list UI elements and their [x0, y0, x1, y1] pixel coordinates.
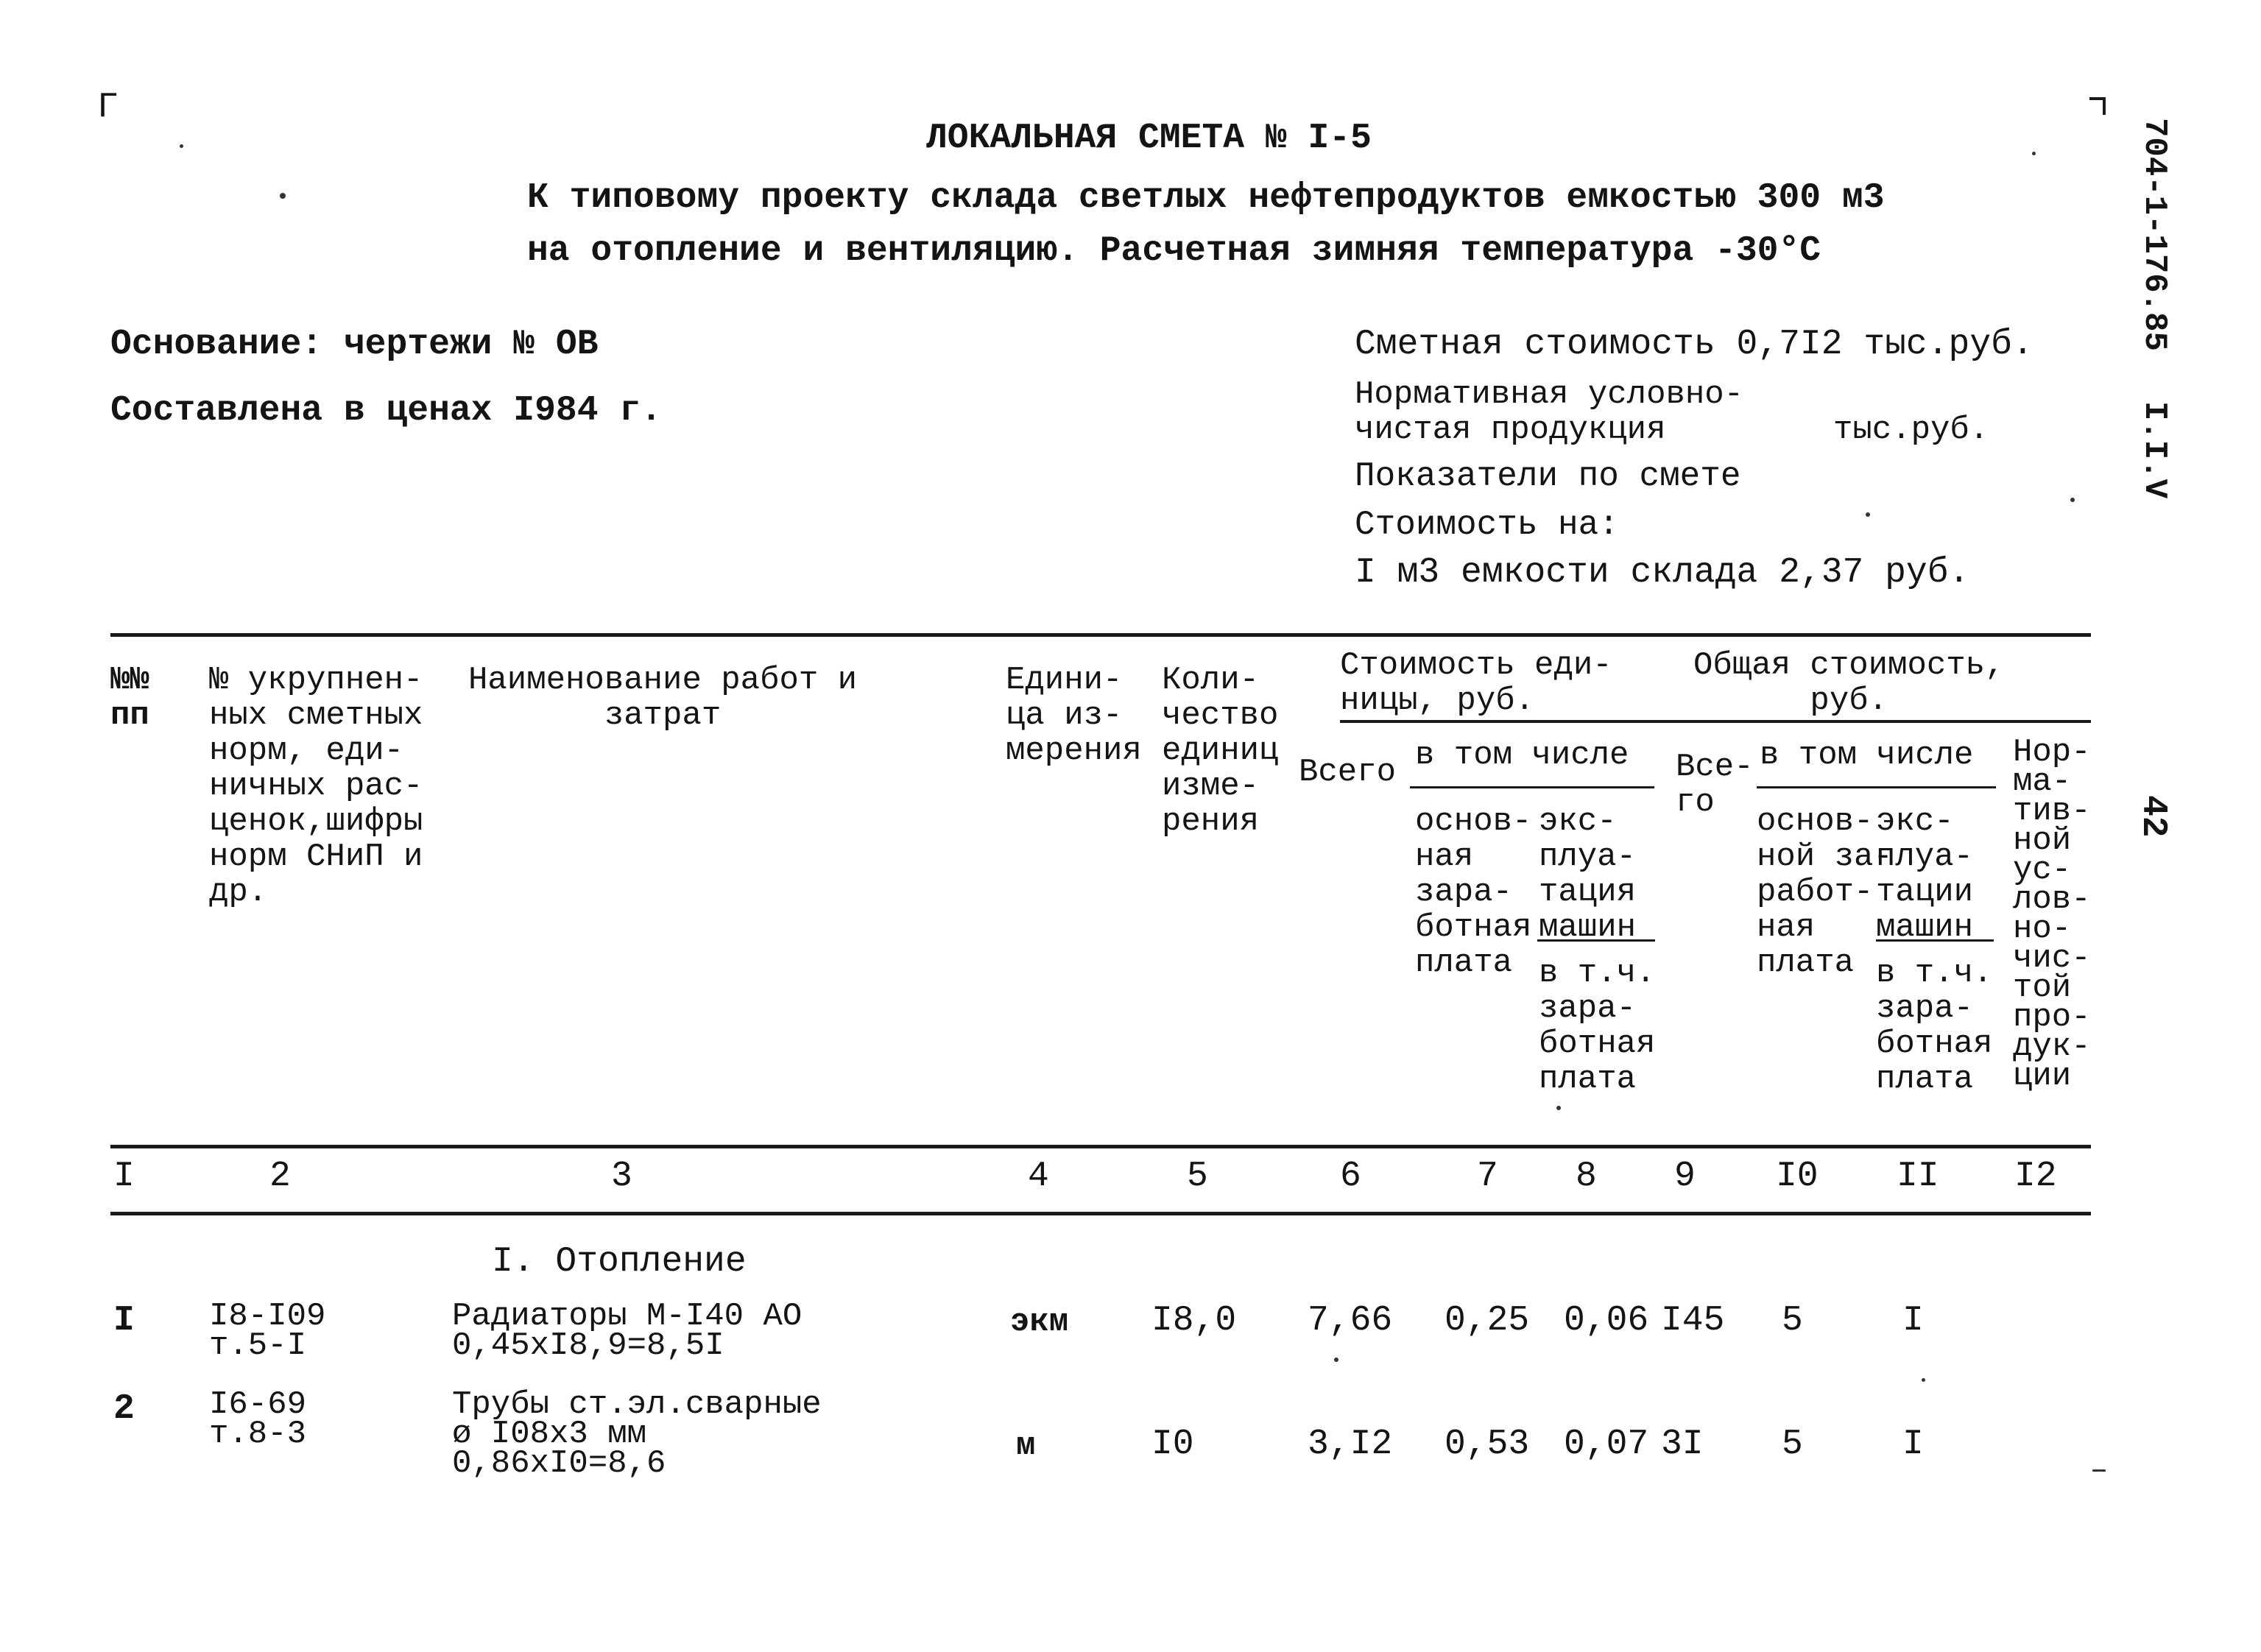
col-number-1: I — [113, 1157, 135, 1196]
scan-speck — [1334, 1358, 1338, 1362]
header-unit-cost-group: Стоимость еди- ницы, руб. — [1340, 647, 1612, 719]
row-total-machines: I — [1902, 1301, 1924, 1341]
row-total-wage: 5 — [1782, 1301, 1803, 1341]
header-col-unit-wage: основ- ная зара- ботная плата — [1415, 803, 1532, 981]
row-unit-machines: 0,07 — [1564, 1425, 1649, 1464]
header-col-total-machines: экс- плуа- тации машин — [1876, 803, 1974, 946]
scan-speck — [2092, 1469, 2106, 1472]
header-col-total: Все- го — [1676, 749, 1754, 821]
col-number-2: 2 — [269, 1157, 291, 1196]
header-col-unit-total: Всего — [1299, 754, 1397, 791]
header-col-unit-machines-wage: в т.ч. зара- ботная плата — [1539, 955, 1656, 1098]
scan-speck — [2070, 498, 2075, 502]
row-num: 2 — [113, 1389, 135, 1429]
scan-speck — [1922, 1378, 1925, 1382]
document-subtitle: К типовому проекту склада светлых нефтепродуктов емкостью 300 м3 — [527, 178, 1885, 218]
header-col-num: №№ пп — [110, 662, 149, 734]
header-bottom-rule — [110, 1145, 2091, 1148]
table-top-rule — [110, 633, 2091, 637]
group-rule — [1340, 720, 2091, 723]
row-total: 3I — [1661, 1425, 1704, 1464]
header-col-qty: Коли- чество единиц изме- рения — [1162, 662, 1279, 840]
row-total-machines: I — [1902, 1425, 1924, 1464]
normative-unit: тыс.руб. — [1833, 412, 1989, 448]
corner-mark: Г — [97, 88, 119, 127]
col-number-7: 7 — [1477, 1157, 1498, 1196]
cost-on-label: Стоимость на: — [1355, 506, 1619, 544]
scan-speck — [1866, 512, 1870, 517]
basis-drawings: Основание: чертежи № ОВ — [110, 325, 599, 364]
col-number-11: II — [1897, 1157, 1939, 1196]
row-name: Радиаторы М-I40 АО 0,45хI8,9=8,5I — [452, 1298, 803, 1364]
row-total: I45 — [1661, 1301, 1725, 1341]
col-number-12: I2 — [2014, 1157, 2057, 1196]
col-number-10: I0 — [1776, 1157, 1819, 1196]
row-num: I — [113, 1301, 135, 1341]
row-qty: I0 — [1151, 1425, 1194, 1464]
document-subtitle-2: на отопление и вентиляцию. Расчетная зимняя температура -30°С — [527, 231, 1821, 271]
row-unit-total: 3,I2 — [1308, 1425, 1393, 1464]
header-incl-unit: в том числе — [1415, 737, 1629, 774]
scan-speck — [2032, 152, 2036, 155]
header-incl-total: в том числе — [1760, 737, 1974, 774]
incl-rule-total — [1757, 786, 1996, 788]
per-unit-cost: I м3 емкости склада 2,37 руб. — [1355, 553, 1970, 593]
scan-speck — [280, 193, 286, 199]
row-unit-wage: 0,25 — [1445, 1301, 1530, 1341]
header-col-code: № укрупнен- ных сметных норм, еди- ничных рас- ценок,шифры норм СНиП и др. — [209, 662, 423, 911]
header-col-total-wage: основ- ной за- работ- ная плата — [1757, 803, 1893, 981]
normative-label: Нормативная условно- чистая продукция — [1355, 376, 1744, 448]
section-title: I. Отопление — [492, 1242, 747, 1282]
row-unit-total: 7,66 — [1308, 1301, 1393, 1341]
header-col-unit-machines: экс- плуа- тация машин — [1539, 803, 1637, 946]
row-unit-machines: 0,06 — [1564, 1301, 1649, 1341]
header-col-normative: Нор- ма- тив- ной ус- лов- но- чис- той про- дук- ции — [2013, 734, 2091, 1095]
scan-speck — [180, 144, 183, 148]
incl-rule-unit — [1410, 786, 1654, 788]
scan-speck — [1556, 1106, 1561, 1110]
estimated-cost: Сметная стоимость 0,7I2 тыс.руб. — [1355, 325, 2034, 364]
row-qty: I8,0 — [1151, 1301, 1237, 1341]
header-col-unit: Едини- ца из- мерения — [1006, 662, 1142, 769]
document-title: ЛОКАЛЬНАЯ СМЕТА № I-5 — [926, 119, 1372, 158]
margin-code: 704-1-176.85 — [2136, 118, 2173, 351]
header-col-name: Наименование работ и затрат — [468, 662, 858, 734]
header-total-cost-group: Общая стоимость, руб. — [1693, 647, 2005, 719]
col-number-3: 3 — [611, 1157, 632, 1196]
row-total-wage: 5 — [1782, 1425, 1803, 1464]
row-code: I8-I09 т.5-I — [209, 1298, 326, 1364]
numbers-bottom-rule — [110, 1212, 2091, 1215]
page-number: 42 — [2133, 795, 2173, 838]
basis-prices: Составлена в ценах I984 г. — [110, 391, 662, 431]
col-number-6: 6 — [1340, 1157, 1361, 1196]
col-number-9: 9 — [1674, 1157, 1696, 1196]
corner-mark-right-v — [2103, 97, 2106, 115]
row-unit-wage: 0,53 — [1445, 1425, 1530, 1464]
row-unit: м — [1016, 1427, 1036, 1464]
header-col-total-machines-wage: в т.ч. зара- ботная плата — [1876, 955, 1993, 1098]
col-number-4: 4 — [1028, 1157, 1049, 1196]
col-number-8: 8 — [1576, 1157, 1597, 1196]
col-number-5: 5 — [1187, 1157, 1208, 1196]
indicators-label: Показатели по смете — [1355, 457, 1741, 495]
margin-code-2: I.I.V — [2136, 401, 2173, 499]
row-name: Трубы ст.эл.сварные ø I08х3 мм 0,86хI0=8,6 — [452, 1386, 822, 1482]
row-unit: экм — [1010, 1304, 1069, 1341]
row-code: I6-69 т.8-3 — [209, 1386, 307, 1452]
